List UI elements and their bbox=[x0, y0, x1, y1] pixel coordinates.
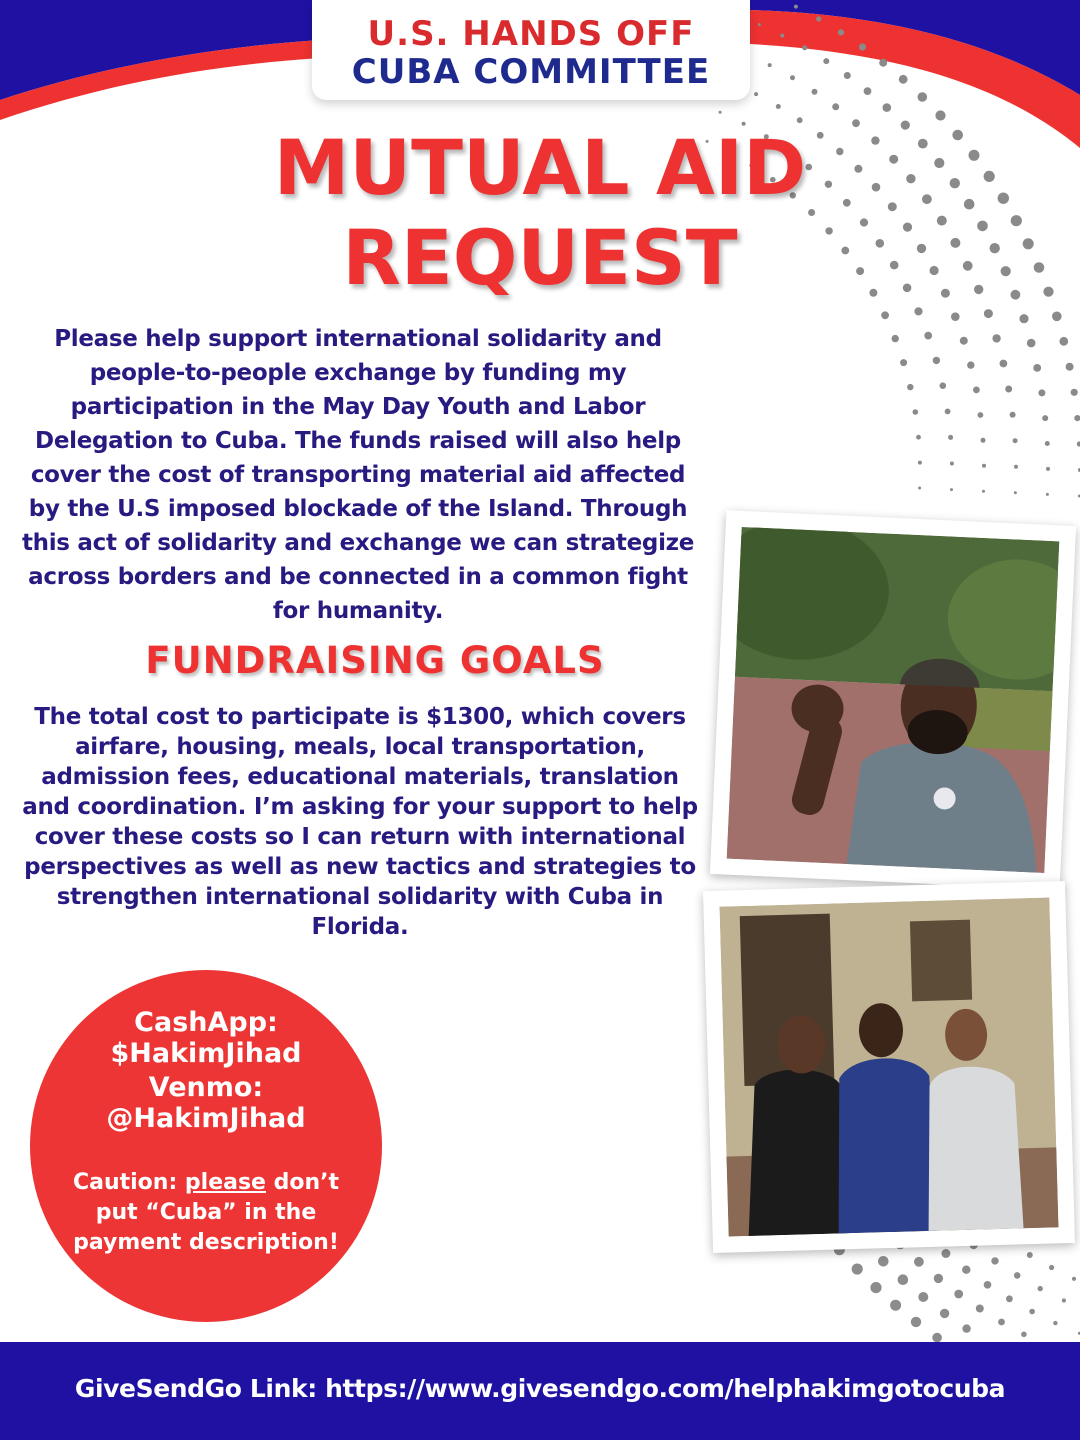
fundraising-goals-paragraph: The total cost to participate is $1300, which covers airfare, housing, meals, local transportation, admission fees, educational materials, translation and coordination. I’m asking for your support to help cover these costs so I can return with international perspectives as well as new tactics and strategies to strengthen international solidarity with Cuba in Florida. bbox=[22, 704, 698, 940]
halftone-dot bbox=[1066, 363, 1074, 371]
halftone-dot bbox=[864, 87, 872, 95]
halftone-dot bbox=[870, 1282, 881, 1293]
halftone-dot bbox=[952, 130, 963, 141]
venmo-handle[interactable]: @HakimJihad bbox=[106, 1103, 306, 1134]
halftone-dot bbox=[934, 158, 944, 168]
halftone-dot bbox=[918, 487, 921, 490]
caution-prefix: Caution: bbox=[72, 1170, 185, 1195]
halftone-dot bbox=[1010, 412, 1016, 418]
halftone-dot bbox=[890, 261, 899, 270]
title-line-2: REQUEST bbox=[342, 213, 738, 302]
halftone-dot bbox=[1033, 364, 1041, 372]
halftone-dot bbox=[924, 332, 932, 340]
cashapp-handle[interactable]: $HakimJihad bbox=[110, 1038, 302, 1069]
halftone-dot bbox=[889, 155, 898, 164]
halftone-dot bbox=[974, 285, 983, 294]
title-line-1: MUTUAL AID bbox=[273, 123, 807, 212]
halftone-dot bbox=[1059, 337, 1068, 346]
venmo-label: Venmo: bbox=[148, 1072, 264, 1103]
halftone-dot bbox=[984, 309, 993, 318]
halftone-dot bbox=[758, 23, 761, 26]
photo-window bbox=[910, 920, 972, 1002]
halftone-dot bbox=[962, 1324, 970, 1332]
halftone-dot bbox=[1049, 1265, 1054, 1270]
halftone-dot bbox=[984, 171, 995, 182]
halftone-dot bbox=[1005, 386, 1012, 393]
halftone-dot bbox=[1074, 415, 1080, 421]
halftone-dot bbox=[1011, 290, 1021, 300]
halftone-dot bbox=[978, 412, 984, 418]
halftone-dot bbox=[935, 110, 945, 120]
photo-person-3-body bbox=[924, 1065, 1024, 1231]
halftone-dot bbox=[1043, 287, 1053, 297]
halftone-dot bbox=[1027, 339, 1036, 348]
halftone-dot bbox=[930, 266, 939, 275]
photo-person-2-body bbox=[834, 1057, 939, 1233]
halftone-dot bbox=[937, 216, 947, 226]
halftone-dot bbox=[933, 357, 940, 364]
intro-paragraph: Please help support international solidarity and people-to-people exchange by funding my participation in the May Day Youth and Labor Delegation to Cuba. The funds raised will also help cover the cost of transporting material aid affected by the U.S imposed blockade of the Island. Through this act of solidarity and exchange we can strategize across borders and be connected in a common fight for humanity. bbox=[21, 326, 695, 624]
halftone-dot bbox=[940, 382, 947, 389]
halftone-dot bbox=[914, 307, 922, 315]
halftone-dot bbox=[900, 359, 907, 366]
halftone-dot bbox=[945, 409, 951, 415]
logo-line-2: CUBA COMMITTEE bbox=[351, 52, 711, 92]
halftone-dot bbox=[934, 1274, 943, 1283]
halftone-dot bbox=[950, 238, 960, 248]
halftone-dot bbox=[1034, 262, 1045, 273]
halftone-dot bbox=[1023, 238, 1034, 249]
halftone-dot bbox=[823, 58, 829, 64]
halftone-dot bbox=[918, 92, 928, 102]
halftone-dot bbox=[1042, 415, 1048, 421]
halftone-dot bbox=[940, 1309, 949, 1318]
halftone-dot bbox=[941, 289, 950, 298]
halftone-dot bbox=[1062, 1298, 1066, 1302]
halftone-dot bbox=[899, 75, 908, 84]
halftone-dot bbox=[1019, 314, 1028, 323]
halftone-dot bbox=[917, 244, 926, 253]
halftone-dot bbox=[1072, 1277, 1076, 1281]
caution-suffix: don’t put “Cuba” in the payment description! bbox=[73, 1170, 340, 1255]
halftone-dot bbox=[998, 1319, 1005, 1326]
halftone-dot bbox=[832, 103, 839, 110]
caution-please: please bbox=[184, 1170, 266, 1195]
halftone-dot bbox=[1014, 491, 1017, 494]
halftone-dot bbox=[911, 1317, 921, 1327]
halftone-dot bbox=[960, 337, 968, 345]
halftone-dot bbox=[1046, 467, 1050, 471]
halftone-dot bbox=[977, 221, 988, 232]
halftone-dot bbox=[907, 384, 913, 390]
halftone-dot bbox=[948, 435, 953, 440]
halftone-dot bbox=[802, 45, 807, 50]
halftone-dot bbox=[906, 174, 915, 183]
halftone-dot bbox=[1000, 360, 1008, 368]
halftone-dot bbox=[754, 92, 758, 96]
cashapp-label: CashApp: bbox=[134, 1007, 278, 1038]
halftone-dot bbox=[982, 464, 986, 468]
halftone-dot bbox=[964, 199, 975, 210]
halftone-dot bbox=[768, 63, 772, 67]
fundraising-goals-heading: FUNDRAISING GOALS bbox=[145, 639, 605, 682]
halftone-dot bbox=[1038, 389, 1045, 396]
halftone-dot bbox=[1029, 1309, 1035, 1315]
halftone-dot bbox=[1071, 389, 1078, 396]
halftone-dot bbox=[918, 461, 922, 465]
halftone-dot bbox=[881, 311, 889, 319]
halftone-dot bbox=[780, 34, 784, 38]
halftone-dot bbox=[1014, 1272, 1021, 1279]
halftone-dot bbox=[992, 334, 1000, 342]
photo-raised-fist-image bbox=[727, 527, 1060, 873]
halftone-dot bbox=[962, 1266, 970, 1274]
halftone-dot bbox=[1027, 1252, 1033, 1258]
halftone-dot bbox=[922, 194, 932, 204]
halftone-dot bbox=[932, 1333, 942, 1343]
halftone-dot bbox=[967, 361, 974, 368]
halftone-dot bbox=[976, 1305, 984, 1313]
halftone-dot bbox=[878, 1256, 889, 1267]
halftone-dot bbox=[719, 111, 722, 114]
photo-person-1-body bbox=[744, 1068, 849, 1236]
halftone-dot bbox=[901, 121, 910, 130]
halftone-dot bbox=[879, 59, 887, 67]
halftone-dot bbox=[1014, 465, 1018, 469]
halftone-dot bbox=[888, 202, 897, 211]
halftone-dot bbox=[890, 1300, 901, 1311]
halftone-dot bbox=[852, 1264, 863, 1275]
halftone-dot bbox=[950, 178, 960, 188]
halftone-dot bbox=[916, 435, 921, 440]
payment-info-circle bbox=[30, 970, 382, 1322]
halftone-dot bbox=[1046, 493, 1049, 496]
halftone-dot bbox=[883, 103, 892, 112]
halftone-dot bbox=[859, 43, 866, 50]
halftone-dot bbox=[990, 243, 1000, 253]
halftone-dot bbox=[1038, 1286, 1043, 1291]
halftone-dot bbox=[903, 223, 912, 232]
halftone-dot bbox=[918, 1292, 928, 1302]
halftone-dot bbox=[991, 1257, 998, 1264]
halftone-dot bbox=[1001, 266, 1011, 276]
halftone-dot bbox=[903, 284, 912, 293]
halftone-dot bbox=[982, 490, 985, 493]
footer-bar bbox=[0, 1342, 1080, 1440]
halftone-dot bbox=[951, 312, 960, 321]
logo-card bbox=[312, 0, 750, 100]
halftone-dot bbox=[892, 335, 899, 342]
halftone-dot bbox=[776, 104, 781, 109]
halftone-dot bbox=[838, 29, 844, 35]
halftone-dot bbox=[1045, 441, 1050, 446]
halftone-dot bbox=[1021, 1332, 1027, 1338]
halftone-dot bbox=[941, 1249, 950, 1258]
halftone-dot bbox=[844, 72, 851, 79]
givesendgo-link[interactable]: GiveSendGo Link: https://www.givesendgo.com/helphakimgotocuba bbox=[74, 1374, 1006, 1403]
halftone-dot bbox=[898, 1274, 909, 1285]
halftone-dot bbox=[998, 193, 1009, 204]
logo-line-1: U.S. HANDS OFF bbox=[367, 14, 695, 54]
halftone-dot bbox=[914, 1257, 924, 1267]
payment-caution bbox=[70, 1168, 342, 1258]
halftone-dot bbox=[954, 1290, 963, 1299]
halftone-dot bbox=[984, 1281, 992, 1289]
halftone-dot bbox=[969, 150, 980, 161]
halftone-dot bbox=[1052, 312, 1062, 322]
photo-raised-fist bbox=[710, 510, 1076, 890]
halftone-dot bbox=[963, 261, 973, 271]
halftone-dot bbox=[981, 438, 986, 443]
halftone-dot bbox=[1006, 1295, 1013, 1302]
halftone-dot bbox=[812, 89, 818, 95]
halftone-dot bbox=[950, 488, 953, 491]
halftone-dot bbox=[973, 387, 980, 394]
halftone-dot bbox=[1011, 215, 1022, 226]
halftone-dot bbox=[794, 5, 798, 9]
halftone-dot bbox=[950, 462, 954, 466]
halftone-dot bbox=[1053, 1321, 1057, 1325]
halftone-dot bbox=[918, 139, 928, 149]
photo-group-image bbox=[719, 897, 1058, 1236]
halftone-dot bbox=[1013, 438, 1018, 443]
halftone-dot bbox=[913, 409, 919, 415]
halftone-dot bbox=[790, 75, 795, 80]
halftone-dot bbox=[816, 16, 821, 21]
photo-group bbox=[703, 881, 1075, 1253]
